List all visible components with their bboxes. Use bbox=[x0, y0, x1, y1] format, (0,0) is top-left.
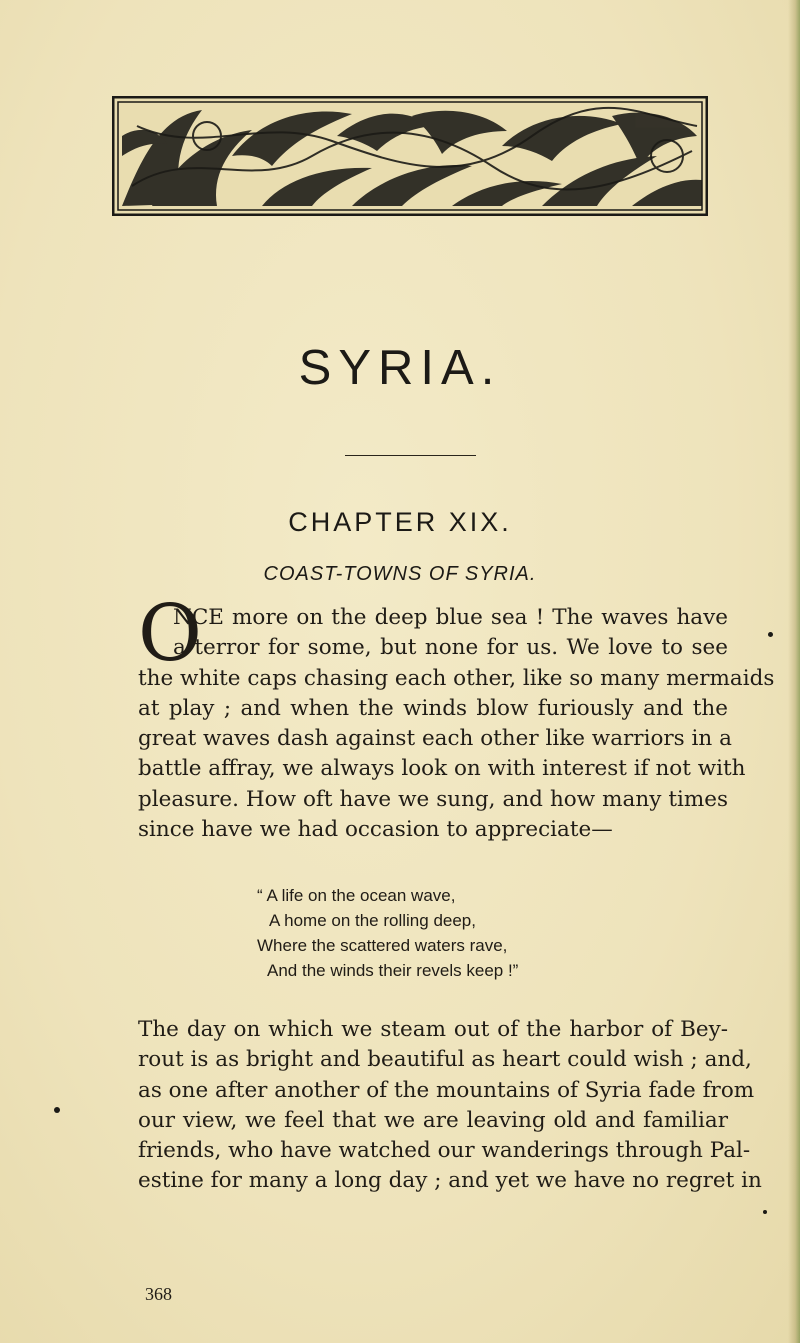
text-line: battle affray, we always look on with interest if not with bbox=[138, 756, 746, 782]
text-line: the white caps chasing each other, like so many mermaids bbox=[138, 665, 775, 691]
print-speck bbox=[54, 1107, 60, 1113]
paragraph-2 bbox=[138, 1015, 762, 1197]
text-line: estine for many a long day ; and yet we have no regret in bbox=[138, 1168, 762, 1194]
title-divider bbox=[345, 455, 476, 456]
text-line: great waves dash against each other like warriors in a bbox=[138, 726, 732, 752]
poem-line: A home on the rolling deep, bbox=[269, 911, 476, 930]
chapter-heading: CHAPTER XIX. bbox=[288, 507, 512, 537]
text-line: friends, who have watched our wanderings through Pal- bbox=[138, 1138, 751, 1164]
poem-line: Where the scattered waters rave, bbox=[257, 936, 508, 955]
poem-line: And the winds their revels keep !” bbox=[267, 961, 519, 980]
poem-quote bbox=[257, 883, 518, 983]
text-line: rout is as bright and beautiful as heart could wish ; and, bbox=[138, 1047, 752, 1073]
text-line: our view, we feel that we are leaving old and familiar bbox=[138, 1107, 728, 1133]
page-number: 368 bbox=[145, 1284, 172, 1304]
text-line: at play ; and when the winds blow furiously and the bbox=[138, 695, 728, 721]
drop-cap: O bbox=[138, 589, 202, 679]
text-line: The day on which we steam out of the harbor of Bey- bbox=[138, 1017, 728, 1042]
text-line: a terror for some, but none for us. We love to see bbox=[173, 635, 728, 661]
text-line: pleasure. How oft have we sung, and how many times bbox=[138, 786, 728, 812]
poem-line: “ A life on the ocean wave, bbox=[257, 886, 456, 905]
section-title: SYRIA. bbox=[298, 341, 502, 395]
text-line: since have we had occasion to appreciate— bbox=[138, 817, 613, 843]
print-speck bbox=[768, 632, 773, 637]
text-line: as one after another of the mountains of Syria fade from bbox=[138, 1077, 755, 1103]
print-speck bbox=[763, 1210, 767, 1214]
chapter-subtitle: COAST-TOWNS OF SYRIA. bbox=[263, 563, 537, 585]
ornamental-headpiece bbox=[112, 96, 708, 216]
page-edge bbox=[788, 0, 800, 1343]
paragraph-1 bbox=[138, 589, 775, 845]
text-line: NCE more on the deep blue sea ! The waves have bbox=[173, 605, 728, 630]
